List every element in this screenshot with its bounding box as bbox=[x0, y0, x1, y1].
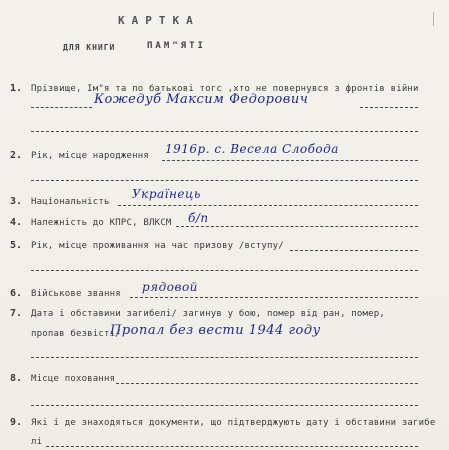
field-6-line bbox=[130, 297, 418, 298]
field-1-label: Прізвище, Ім"я та по батькові тогс ,хто не повернувся з фронтів війни bbox=[31, 84, 419, 94]
field-1-line-b bbox=[360, 107, 418, 108]
field-3-line bbox=[118, 205, 418, 206]
subtitle-right: ПАМ"ЯТІ bbox=[147, 41, 206, 51]
field-1-line-c bbox=[31, 131, 418, 132]
field-5-line-a bbox=[290, 250, 418, 251]
field-6-value: рядовой bbox=[142, 280, 198, 294]
field-3-number: 3. bbox=[10, 196, 23, 207]
field-6-label: Військове звання bbox=[31, 289, 121, 299]
field-1-value: Кожедуб Максим Федорович bbox=[94, 92, 309, 107]
subtitle-left: ДЛЯ КНИГИ bbox=[63, 43, 116, 52]
field-9-label-cont: лі bbox=[31, 437, 43, 447]
field-2-line-b bbox=[31, 180, 418, 181]
field-3-value: Українець bbox=[132, 187, 201, 201]
field-7-number: 7. bbox=[10, 308, 23, 319]
corner-mark bbox=[433, 12, 444, 26]
field-7-line bbox=[31, 357, 418, 358]
field-4-number: 4. bbox=[10, 217, 23, 228]
field-7-value: Пропал без вести 1944 году bbox=[110, 323, 321, 338]
field-5-label: Рік, місце проживання на час призову /вступу/ bbox=[31, 241, 284, 251]
field-3-label: Національність bbox=[31, 197, 110, 207]
field-4-value: б/п bbox=[188, 211, 209, 225]
field-2-label: Рік, місце народження bbox=[31, 151, 149, 161]
field-9-line bbox=[46, 446, 418, 447]
field-4-line bbox=[176, 226, 418, 227]
field-5-line-b bbox=[31, 270, 418, 271]
field-7-label-cont: пропав безвісті/ bbox=[31, 329, 121, 339]
field-8-line-a bbox=[116, 383, 418, 384]
card-title: КАРТКА bbox=[118, 14, 200, 27]
field-1-line-a bbox=[31, 107, 92, 108]
field-8-line-b bbox=[31, 405, 418, 406]
field-8-number: 8. bbox=[10, 373, 23, 384]
field-2-number: 2. bbox=[10, 150, 23, 161]
field-5-number: 5. bbox=[10, 240, 23, 251]
field-4-label: Належність до КПРС, ВЛКСМ bbox=[31, 218, 172, 228]
field-9-number: 9. bbox=[10, 417, 23, 428]
field-1-number: 1. bbox=[10, 83, 23, 94]
field-2-line-a bbox=[162, 160, 418, 161]
field-9-label: Які і де знаходяться документи, що підтверджують дату і обставини загибе bbox=[31, 418, 436, 428]
field-7-label: Дата і обставини загибелі/ загинув у бою, помер від ран, помер, bbox=[31, 309, 385, 319]
field-6-number: 6. bbox=[10, 288, 23, 299]
field-2-value: 1916р. с. Весела Слобода bbox=[165, 142, 339, 156]
field-8-label: Місце поховання bbox=[31, 374, 116, 384]
